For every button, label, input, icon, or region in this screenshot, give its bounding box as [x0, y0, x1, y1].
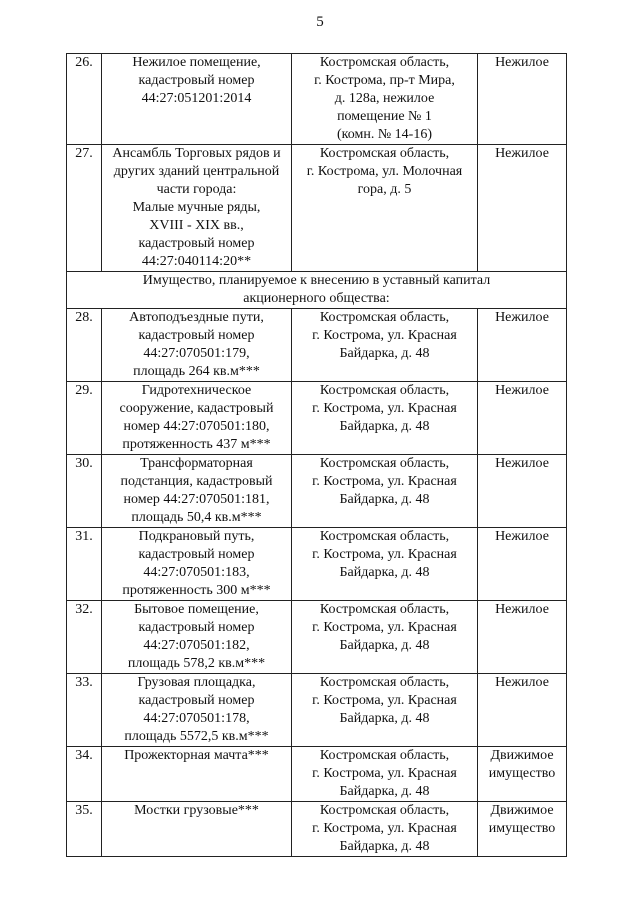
- property-kind-line: Движимое: [490, 748, 554, 763]
- property-address-line: гора, д. 5: [357, 182, 412, 197]
- property-name-line: подстанция, кадастровый: [120, 474, 273, 489]
- property-kind-cell: [478, 455, 567, 528]
- property-kind-cell: [478, 747, 567, 802]
- property-name-line: сооружение, кадастровый: [119, 401, 274, 416]
- row-number: 30.: [67, 455, 102, 528]
- property-kind-line: Нежилое: [495, 529, 549, 544]
- property-name-line: 44:27:051201:2014: [141, 91, 252, 106]
- property-address-line: г. Кострома, ул. Молочная: [306, 164, 463, 179]
- section-heading-row: [67, 272, 567, 309]
- property-name-cell: [102, 747, 292, 802]
- property-kind-line: Нежилое: [495, 310, 549, 325]
- property-name-line: части города:: [156, 182, 237, 197]
- row-number: 27.: [67, 145, 102, 272]
- property-address-cell: [292, 309, 478, 382]
- property-name-line: других зданий центральной: [113, 164, 280, 179]
- table-row: [67, 382, 567, 455]
- property-name-line: кадастровый номер: [138, 73, 255, 88]
- property-kind-cell: [478, 309, 567, 382]
- property-kind-line: имущество: [488, 766, 556, 781]
- table-row: [67, 747, 567, 802]
- property-name-line: Нежилое помещение,: [132, 55, 261, 70]
- row-number: 35.: [67, 802, 102, 857]
- property-name-cell: [102, 455, 292, 528]
- table-row: [67, 802, 567, 857]
- table-row: [67, 674, 567, 747]
- property-address-line: г. Кострома, ул. Красная: [312, 401, 457, 416]
- property-address-line: Костромская область,: [319, 383, 450, 398]
- property-address-line: помещение № 1: [337, 109, 432, 124]
- property-address-cell: [292, 528, 478, 601]
- row-number: 32.: [67, 601, 102, 674]
- property-name-line: площадь 264 кв.м***: [133, 364, 260, 379]
- property-kind-line: Движимое: [490, 803, 554, 818]
- row-number: 31.: [67, 528, 102, 601]
- section-heading: [67, 272, 567, 309]
- property-kind-line: Нежилое: [495, 55, 549, 70]
- property-address-cell: [292, 601, 478, 674]
- property-name-cell: [102, 528, 292, 601]
- row-number: 34.: [67, 747, 102, 802]
- property-name-cell: [102, 382, 292, 455]
- property-kind-cell: [478, 674, 567, 747]
- property-name-line: площадь 578,2 кв.м***: [127, 656, 266, 671]
- property-name-line: Грузовая площадка,: [137, 675, 256, 690]
- property-name-line: Автоподъездные пути,: [129, 310, 264, 325]
- property-name-line: XVIII - XIX вв.,: [149, 218, 244, 233]
- property-address-line: г. Кострома, ул. Красная: [312, 547, 457, 562]
- property-address-line: (комн. № 14-16): [336, 127, 433, 142]
- property-address-line: Байдарка, д. 48: [339, 784, 430, 799]
- property-name-cell: [102, 802, 292, 857]
- section-heading-group: [67, 272, 567, 309]
- property-kind-cell: [478, 54, 567, 145]
- property-name-cell: [102, 54, 292, 145]
- property-kind-line: Нежилое: [495, 675, 549, 690]
- property-address-line: Костромская область,: [319, 602, 450, 617]
- property-address-cell: [292, 455, 478, 528]
- property-rows-group-1: [67, 54, 567, 272]
- row-number: 28.: [67, 309, 102, 382]
- property-address-cell: [292, 54, 478, 145]
- property-address-line: Байдарка, д. 48: [339, 839, 430, 854]
- property-name-line: Прожекторная мачта***: [124, 748, 269, 763]
- property-name-line: Гидротехническое: [141, 383, 252, 398]
- property-name-cell: [102, 601, 292, 674]
- property-kind-line: Нежилое: [495, 602, 549, 617]
- property-name-line: Мостки грузовые***: [134, 803, 259, 818]
- property-table: [66, 53, 567, 857]
- property-address-line: г. Кострома, ул. Красная: [312, 693, 457, 708]
- property-address-line: г. Кострома, ул. Красная: [312, 620, 457, 635]
- property-kind-line: Нежилое: [495, 383, 549, 398]
- property-kind-cell: [478, 145, 567, 272]
- property-name-line: 44:27:070501:179,: [143, 346, 250, 361]
- property-name-line: 44:27:040114:20**: [141, 254, 252, 269]
- property-name-line: кадастровый номер: [138, 328, 255, 343]
- property-name-line: 44:27:070501:183,: [143, 565, 250, 580]
- property-name-cell: [102, 145, 292, 272]
- property-address-cell: [292, 382, 478, 455]
- property-address-cell: [292, 674, 478, 747]
- property-name-line: Подкрановый путь,: [138, 529, 255, 544]
- property-name-line: номер 44:27:070501:180,: [123, 419, 270, 434]
- table-row: [67, 455, 567, 528]
- property-kind-line: Нежилое: [495, 456, 549, 471]
- property-kind-cell: [478, 802, 567, 857]
- property-address-line: Костромская область,: [319, 529, 450, 544]
- property-name-line: Трансформаторная: [140, 456, 253, 471]
- property-name-line: протяженность 437 м***: [122, 437, 271, 452]
- property-name-line: площадь 50,4 кв.м***: [131, 510, 262, 525]
- property-name-line: Малые мучные ряды,: [132, 200, 261, 215]
- property-address-line: Байдарка, д. 48: [339, 492, 430, 507]
- property-name-line: Ансамбль Торговых рядов и: [112, 146, 281, 161]
- property-address-line: Байдарка, д. 48: [339, 565, 430, 580]
- table-row: [67, 145, 567, 272]
- table-row: [67, 528, 567, 601]
- table-row: [67, 601, 567, 674]
- property-address-cell: [292, 145, 478, 272]
- property-address-line: Байдарка, д. 48: [339, 346, 430, 361]
- property-address-line: г. Кострома, ул. Красная: [312, 766, 457, 781]
- property-address-line: Байдарка, д. 48: [339, 419, 430, 434]
- property-address-line: Костромская область,: [319, 675, 450, 690]
- page-number: 5: [316, 14, 324, 30]
- property-address-line: Костромская область,: [319, 803, 450, 818]
- property-address-line: г. Кострома, ул. Красная: [312, 474, 457, 489]
- property-kind-cell: [478, 382, 567, 455]
- property-address-line: г. Кострома, пр-т Мира,: [314, 73, 455, 88]
- property-address-cell: [292, 747, 478, 802]
- property-address-line: д. 128а, нежилое: [334, 91, 435, 106]
- property-name-line: номер 44:27:070501:181,: [123, 492, 270, 507]
- property-kind-line: имущество: [488, 821, 556, 836]
- property-address-line: Костромская область,: [319, 146, 450, 161]
- property-name-line: кадастровый номер: [138, 693, 255, 708]
- property-name-line: протяженность 300 м***: [122, 583, 271, 598]
- property-address-line: Костромская область,: [319, 55, 450, 70]
- property-address-line: Костромская область,: [319, 456, 450, 471]
- table-row: [67, 54, 567, 145]
- table-row: [67, 309, 567, 382]
- property-address-cell: [292, 802, 478, 857]
- property-name-line: Бытовое помещение,: [134, 602, 259, 617]
- property-name-line: площадь 5572,5 кв.м***: [124, 729, 269, 744]
- property-address-line: Байдарка, д. 48: [339, 711, 430, 726]
- property-name-cell: [102, 309, 292, 382]
- property-rows-group-2: [67, 309, 567, 857]
- row-number: 33.: [67, 674, 102, 747]
- property-address-line: Байдарка, д. 48: [339, 638, 430, 653]
- property-kind-line: Нежилое: [495, 146, 549, 161]
- property-address-line: Костромская область,: [319, 310, 450, 325]
- property-name-line: 44:27:070501:182,: [143, 638, 250, 653]
- property-address-line: г. Кострома, ул. Красная: [312, 821, 457, 836]
- property-name-line: кадастровый номер: [138, 236, 255, 251]
- property-kind-cell: [478, 601, 567, 674]
- property-name-line: кадастровый номер: [138, 620, 255, 635]
- property-name-cell: [102, 674, 292, 747]
- row-number: 29.: [67, 382, 102, 455]
- property-name-line: 44:27:070501:178,: [143, 711, 250, 726]
- section-heading-line: акционерного общества:: [243, 291, 390, 306]
- property-address-line: г. Кострома, ул. Красная: [312, 328, 457, 343]
- property-name-line: кадастровый номер: [138, 547, 255, 562]
- row-number: 26.: [67, 54, 102, 145]
- property-kind-cell: [478, 528, 567, 601]
- property-address-line: Костромская область,: [319, 748, 450, 763]
- section-heading-line: Имущество, планируемое к внесению в уставный капитал: [142, 273, 491, 288]
